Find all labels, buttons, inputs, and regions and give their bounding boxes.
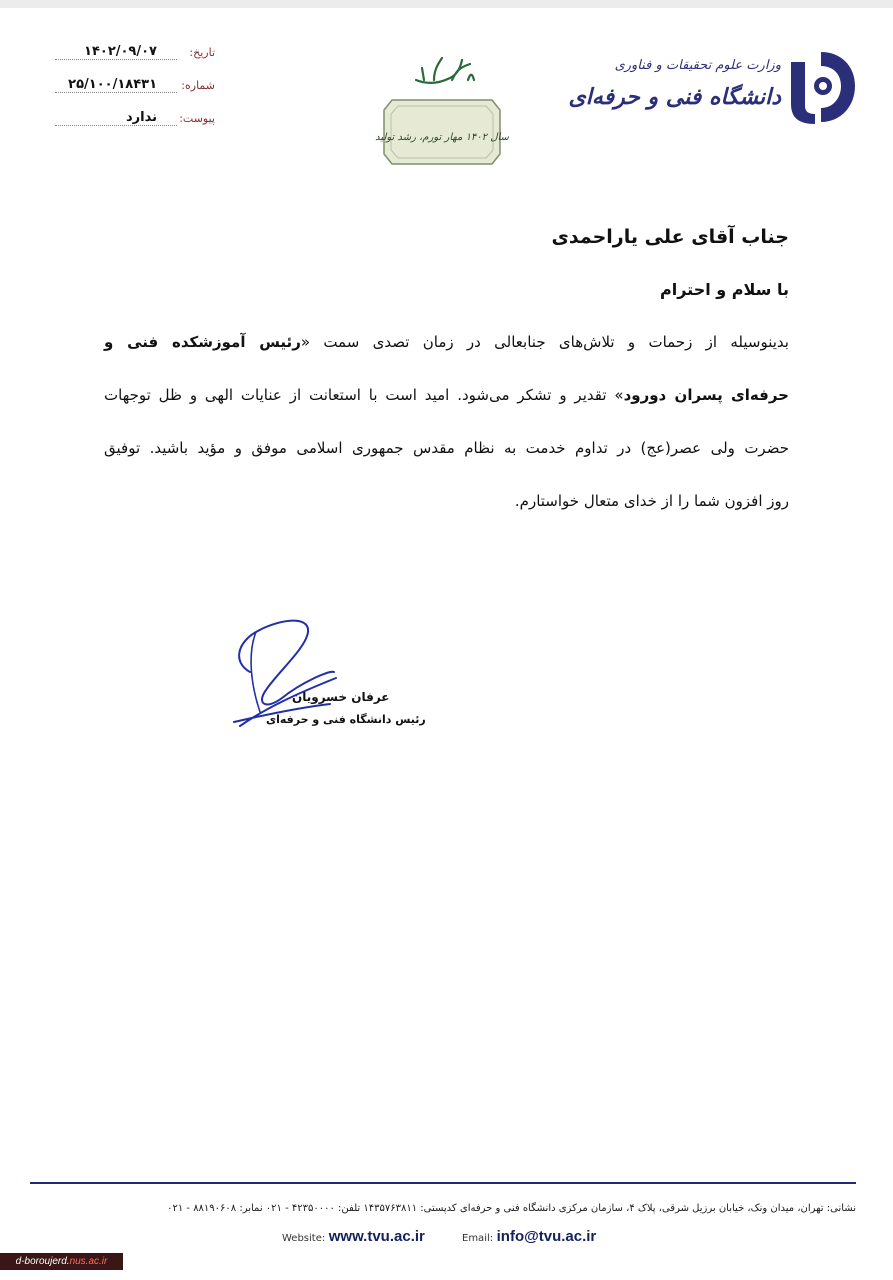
footer-address: نشانی: تهران، میدان ونک، خیابان برزیل شرقی، پلاک ۴، سازمان مرکزی دانشگاه فنی و حرفه‌ای کدپستی: ۱۴۳۵۷۶۳۸۱۱ تلفن: ۴۲۳۵۰۰۰۰ - ۰۲۱ نمابر: ۸۸۱۹۰۶۰۸ - ۰۲۱ bbox=[167, 1203, 856, 1214]
site-watermark: d-boroujerd.nus.ac.ir bbox=[0, 1253, 123, 1270]
meta-attachment-row bbox=[55, 110, 215, 130]
number-label: شماره: bbox=[181, 79, 215, 92]
body-line-2: حرفه‌ای پسران دورود» تقدیر و تشکر می‌شود. امید است با استعانت از عنایات الهی و ظل توجهات bbox=[104, 386, 789, 404]
attachment-label: پیوست: bbox=[179, 112, 215, 125]
bismillah-calligraphy bbox=[412, 50, 478, 90]
email-label: Email: bbox=[462, 1233, 494, 1244]
footer-website bbox=[282, 1228, 425, 1245]
date-label: تاریخ: bbox=[189, 46, 215, 59]
university-name: دانشگاه فنی و حرفه‌ای bbox=[568, 84, 781, 110]
body-line-4: روز افزون شما را از خدای متعال خواستارم. bbox=[514, 492, 789, 510]
motto-text: سال ۱۴۰۲ مهار تورم، رشد تولید bbox=[375, 132, 509, 143]
ministry-name: وزارت علوم تحقیقات و فناوری bbox=[614, 58, 781, 73]
signer-title: رئیس دانشگاه فنی و حرفه‌ای bbox=[266, 713, 426, 726]
position-title: رئیس آموزشکده فنی و bbox=[104, 333, 301, 351]
attachment-value: ندارد bbox=[123, 110, 160, 125]
website-label: Website: bbox=[282, 1233, 326, 1244]
number-value: ۲۵/۱۰۰/۱۸۴۳۱ bbox=[65, 77, 160, 92]
meta-number-row bbox=[55, 77, 215, 97]
greeting: با سلام و احترام bbox=[660, 280, 789, 299]
position-title-cont: حرفه‌ای پسران دورود bbox=[623, 386, 789, 404]
letter-page bbox=[0, 8, 893, 1272]
meta-date-row bbox=[55, 44, 215, 64]
top-bar bbox=[0, 0, 893, 8]
motto-badge bbox=[375, 94, 509, 170]
body-line-3: حضرت ولی عصر(عج) در تداوم خدمت به نظام مقدس جمهوری اسلامی موفق و مؤید باشید. توفیق bbox=[104, 439, 789, 457]
body-line-1: بدینوسیله از زحمات و تلاش‌های جنابعالی در زمان تصدی سمت «رئیس آموزشکده فنی و bbox=[104, 333, 789, 351]
footer-divider bbox=[30, 1182, 856, 1184]
university-logo bbox=[783, 48, 859, 128]
date-value: ۱۴۰۲/۰۹/۰۷ bbox=[81, 44, 160, 59]
recipient: جناب آقای علی یاراحمدی bbox=[551, 226, 789, 248]
website-link[interactable]: www.tvu.ac.ir bbox=[328, 1228, 425, 1245]
footer-email bbox=[462, 1228, 596, 1245]
email-link[interactable]: info@tvu.ac.ir bbox=[496, 1228, 597, 1245]
signer-name: عرفان خسرویان bbox=[292, 690, 390, 704]
